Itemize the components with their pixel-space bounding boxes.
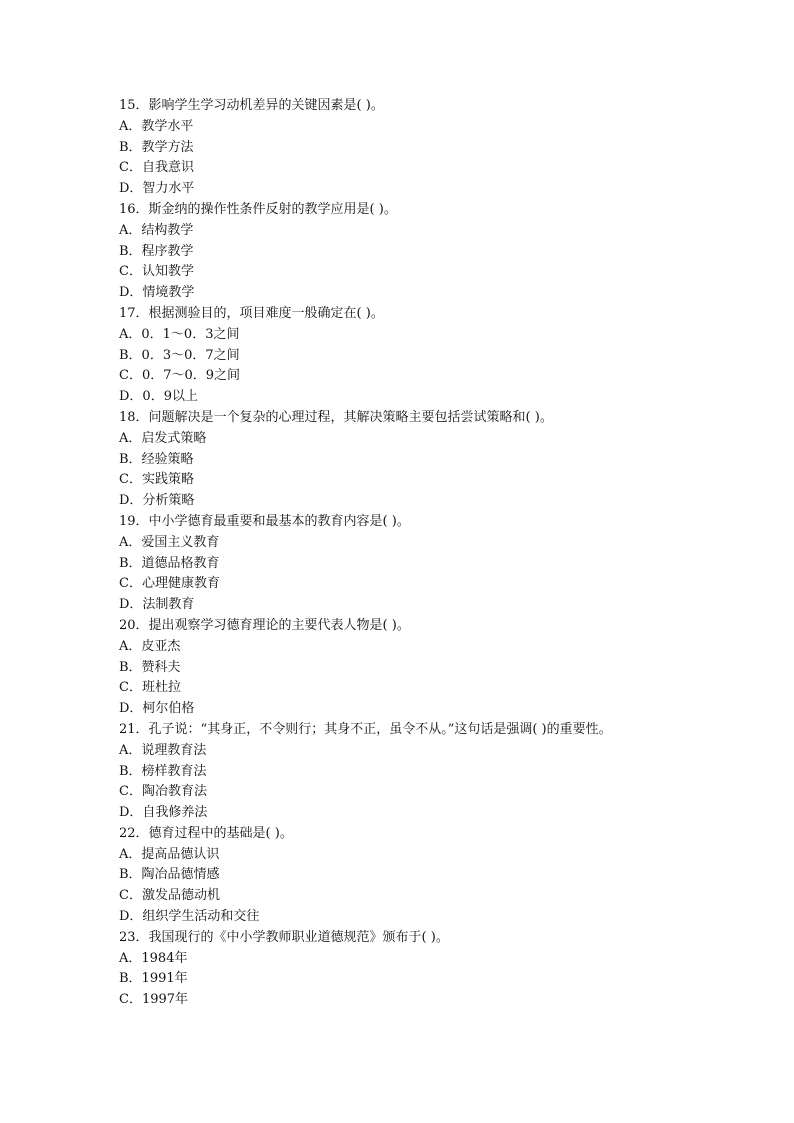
question-20 — [119, 616, 719, 720]
question-22 — [119, 824, 719, 928]
question-stem: 16．斯金纳的操作性条件反射的教学应用是( )。 — [119, 201, 397, 217]
option-c: C．认知教学 — [119, 264, 194, 280]
question-stem: 21．孔子说：“其身正，不令则行；其身不正，虽令不从。”这句话是强调( )的重要性。 — [119, 721, 612, 737]
option-c: C．自我意识 — [119, 160, 194, 176]
option-a: A．1984年 — [119, 950, 188, 966]
option-d: D．组织学生活动和交往 — [119, 909, 260, 925]
question-23 — [119, 928, 719, 1011]
option-d: D．分析策略 — [119, 493, 195, 509]
option-b: B．道德品格教育 — [119, 555, 220, 571]
option-b: B．1991年 — [119, 971, 188, 987]
option-d: D．自我修养法 — [119, 805, 208, 821]
question-stem: 18．问题解决是一个复杂的心理过程，其解决策略主要包括尝试策略和( )。 — [119, 409, 553, 425]
question-stem: 22．德育过程中的基础是( )。 — [119, 825, 293, 841]
question-16 — [119, 200, 719, 304]
option-a: A．结构教学 — [119, 222, 194, 238]
question-list — [119, 96, 719, 1011]
question-stem: 17．根据测验目的，项目难度一般确定在( )。 — [119, 305, 384, 321]
option-c: C．陶冶教育法 — [119, 784, 207, 800]
option-b: B．程序教学 — [119, 243, 194, 259]
question-stem: 20．提出观察学习德育理论的主要代表人物是( )。 — [119, 617, 410, 633]
option-b: B．经验策略 — [119, 451, 194, 467]
question-17 — [119, 304, 719, 408]
question-21 — [119, 720, 719, 824]
option-c: C．激发品德动机 — [119, 888, 220, 904]
question-19 — [119, 512, 719, 616]
option-d: D．柯尔伯格 — [119, 701, 195, 717]
option-d: D．情境教学 — [119, 285, 195, 301]
option-a: A．教学水平 — [119, 118, 194, 134]
option-a: A．皮亚杰 — [119, 638, 181, 654]
option-b: B．0．3～0．7之间 — [119, 347, 240, 363]
question-15 — [119, 96, 719, 200]
option-d: D．法制教育 — [119, 597, 195, 613]
option-c: C．心理健康教育 — [119, 576, 220, 592]
option-c: C．实践策略 — [119, 472, 194, 488]
option-c: C．0．7～0．9之间 — [119, 368, 241, 384]
option-a: A．提高品德认识 — [119, 846, 220, 862]
option-b: B．赞科夫 — [119, 659, 181, 675]
question-stem: 19．中小学德育最重要和最基本的教育内容是( )。 — [119, 513, 410, 529]
option-b: B．榜样教育法 — [119, 763, 207, 779]
option-c: C．班杜拉 — [119, 680, 181, 696]
option-b: B．教学方法 — [119, 139, 194, 155]
question-stem: 23．我国现行的《中小学教师职业道德规范》颁布于( )。 — [119, 929, 449, 945]
option-a: A．启发式策略 — [119, 430, 207, 446]
option-c: C．1997年 — [119, 992, 189, 1008]
option-b: B．陶冶品德情感 — [119, 867, 220, 883]
option-a: A．说理教育法 — [119, 742, 207, 758]
option-a: A．0．1～0．3之间 — [119, 326, 240, 342]
question-18 — [119, 408, 719, 512]
question-stem: 15．影响学生学习动机差异的关键因素是( )。 — [119, 98, 384, 113]
option-a: A．爱国主义教育 — [119, 534, 220, 550]
option-d: D．智力水平 — [119, 181, 195, 197]
option-d: D．0．9以上 — [119, 389, 198, 405]
